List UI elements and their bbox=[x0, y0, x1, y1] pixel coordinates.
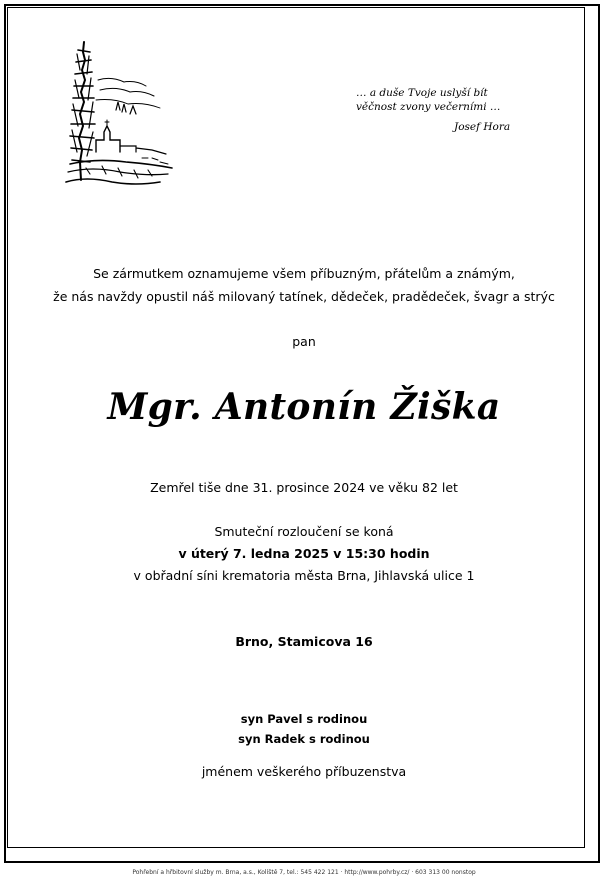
footer-imprint: Pohřební a hřbitovní služby m. Brna, a.s., Kolíště 7, tel.: 545 422 121 · http://www.pohrby.cz/ · 603 313 00 nonstop bbox=[132, 869, 476, 876]
announcement-line-2: že nás navždy opustil náš milovaný tatínek, dědeček, pradědeček, švagr a strýc bbox=[53, 289, 555, 304]
announcement-line-1: Se zármutkem oznamujeme všem příbuzným, přátelům a známým, bbox=[93, 266, 515, 281]
death-info: Zemřel tiše dne 31. prosince 2024 ve věku 82 let bbox=[150, 480, 458, 495]
deceased-name: Mgr. Antonín Žiška bbox=[107, 386, 501, 428]
title-word: pan bbox=[292, 334, 316, 349]
ceremony-intro: Smuteční rozloučení se koná bbox=[214, 524, 394, 539]
motto-quote bbox=[356, 86, 556, 134]
mourner-2: syn Radek s rodinou bbox=[238, 732, 370, 746]
motto-line-2: věčnost zvony večerními … bbox=[356, 101, 501, 113]
mourner-1: syn Pavel s rodinou bbox=[240, 712, 368, 726]
closing-line: jménem veškerého příbuzenstva bbox=[201, 764, 407, 779]
motto-line-1: … a duše Tvoje uslyší bít bbox=[356, 87, 488, 99]
motto-author: Josef Hora bbox=[454, 121, 511, 133]
ceremony-datetime: v úterý 7. ledna 2025 v 15:30 hodin bbox=[178, 546, 430, 561]
landscape-sketch-illustration bbox=[56, 40, 176, 190]
family-address: Brno, Stamicova 16 bbox=[235, 634, 373, 649]
ceremony-place: v obřadní síni krematoria města Brna, Jihlavská ulice 1 bbox=[133, 568, 475, 583]
